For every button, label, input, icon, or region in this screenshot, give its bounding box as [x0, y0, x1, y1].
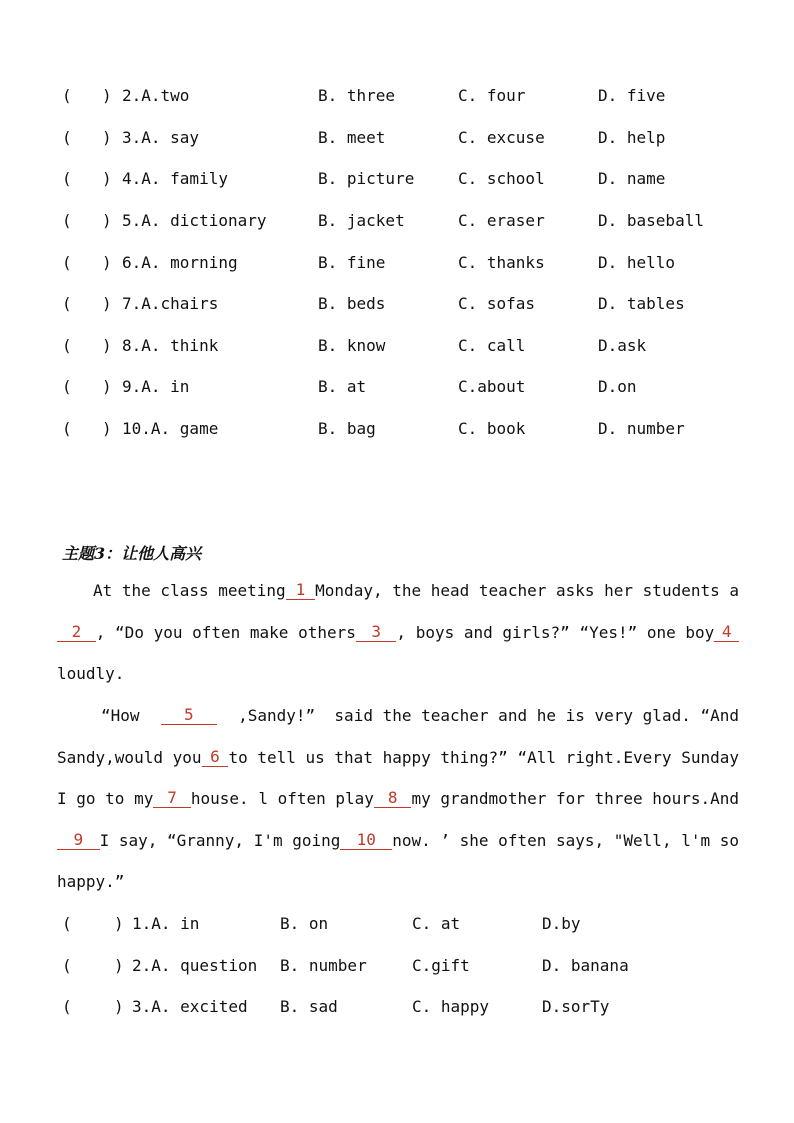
passage-line-4: [57, 706, 739, 725]
option-b: B. jacket: [318, 211, 405, 230]
option-d: D. hello: [598, 253, 676, 272]
option-c: C. book: [458, 419, 526, 438]
option-c: C.gift: [412, 956, 470, 975]
answer-paren-close: ): [102, 336, 112, 355]
option-a: 6.A. morning: [122, 253, 238, 272]
passage-text: I say, “Granny, I'm going: [99, 831, 341, 850]
answer-paren-close: ): [114, 956, 124, 975]
option-d: D.ask: [598, 336, 647, 355]
answer-paren-open: (: [62, 419, 72, 438]
blank-8: 8: [374, 789, 412, 808]
option-b: B. bag: [318, 419, 376, 438]
passage-text: “How: [101, 706, 140, 725]
option-a: 9.A. in: [122, 377, 190, 396]
option-a: 5.A. dictionary: [122, 211, 267, 230]
blank-2: 2: [57, 623, 96, 642]
blank-3: 3: [356, 623, 397, 642]
answer-paren-close: ): [102, 253, 112, 272]
passage-line-2: [57, 623, 739, 642]
passage-line-3: [57, 664, 739, 683]
passage-text: house. l often play: [190, 789, 374, 808]
option-d: D. number: [598, 419, 685, 438]
option-c: C. thanks: [458, 253, 545, 272]
option-a: 10.A. game: [122, 419, 219, 438]
option-b: B. picture: [318, 169, 415, 188]
answer-paren-open: (: [62, 253, 72, 272]
answer-paren-open: (: [62, 956, 72, 975]
blank-1: 1: [286, 581, 316, 600]
passage-text: , boys and girls?” “Yes!” one boy: [396, 623, 715, 642]
passage-text: I go to my: [57, 789, 154, 808]
passage-text: Sandy,would you: [57, 748, 202, 767]
answer-paren-open: (: [62, 377, 72, 396]
option-a: 2.A.two: [122, 86, 190, 105]
answer-paren-close: ): [114, 914, 124, 933]
option-d: D. tables: [598, 294, 685, 313]
option-d: D. name: [598, 169, 666, 188]
passage-line-5: [57, 748, 739, 767]
answer-paren-close: ): [102, 377, 112, 396]
option-b: B. meet: [318, 128, 386, 147]
blank-7: 7: [153, 789, 191, 808]
option-a: 1.A. in: [132, 914, 200, 933]
option-b: B. fine: [318, 253, 386, 272]
option-c: C. school: [458, 169, 545, 188]
option-c: C. call: [458, 336, 526, 355]
passage-line-8: [57, 872, 739, 891]
option-b: B. three: [318, 86, 396, 105]
answer-paren-open: (: [62, 997, 72, 1016]
option-c: C. happy: [412, 997, 490, 1016]
passage-text: At the class meeting: [93, 581, 286, 600]
passage-text: loudly.: [57, 664, 125, 683]
answer-paren-close: ): [102, 86, 112, 105]
answer-paren-open: (: [62, 336, 72, 355]
option-c: C.about: [458, 377, 526, 396]
option-b: B. know: [318, 336, 386, 355]
option-a: 7.A.chairs: [122, 294, 219, 313]
answer-paren-open: (: [62, 86, 72, 105]
option-d: D. help: [598, 128, 666, 147]
option-d: D. five: [598, 86, 666, 105]
option-b: B. on: [280, 914, 329, 933]
blank-5: 5: [161, 706, 217, 725]
passage-text: to tell us that happy thing?” “All right.Every Sunday: [228, 748, 739, 767]
option-c: C. at: [412, 914, 461, 933]
answer-paren-close: ): [102, 294, 112, 313]
blank-6: 6: [202, 748, 229, 767]
answer-paren-open: (: [62, 211, 72, 230]
option-d: D. baseball: [598, 211, 704, 230]
passage-line-6: [57, 789, 739, 808]
option-d: D.by: [542, 914, 581, 933]
option-d: D.sorTy: [542, 997, 610, 1016]
passage-line-1: [57, 581, 739, 600]
blank-4: 4: [714, 623, 739, 642]
passage-text: ,Sandy!” said the teacher and he is very glad. “And: [238, 706, 739, 725]
option-b: B. sad: [280, 997, 338, 1016]
option-c: C. excuse: [458, 128, 545, 147]
answer-paren-open: (: [62, 169, 72, 188]
option-a: 3.A. say: [122, 128, 200, 147]
answer-paren-close: ): [114, 997, 124, 1016]
option-b: B. at: [318, 377, 367, 396]
option-c: C. eraser: [458, 211, 545, 230]
option-a: 3.A. excited: [132, 997, 248, 1016]
answer-paren-close: ): [102, 419, 112, 438]
option-a: 4.A. family: [122, 169, 228, 188]
option-c: C. four: [458, 86, 526, 105]
option-b: B. number: [280, 956, 367, 975]
option-a: 2.A. question: [132, 956, 258, 975]
answer-paren-open: (: [62, 914, 72, 933]
passage-text: , “Do you often make others: [95, 623, 356, 642]
option-b: B. beds: [318, 294, 386, 313]
answer-paren-close: ): [102, 169, 112, 188]
passage-text: happy.”: [57, 872, 125, 891]
passage-text: my grandmother for three hours.And: [411, 789, 739, 808]
answer-paren-open: (: [62, 128, 72, 147]
option-a: 8.A. think: [122, 336, 219, 355]
answer-paren-close: ): [102, 128, 112, 147]
option-d: D.on: [598, 377, 637, 396]
answer-paren-close: ): [102, 211, 112, 230]
option-c: C. sofas: [458, 294, 536, 313]
blank-9: 9: [57, 831, 100, 850]
passage-line-7: [57, 831, 739, 850]
option-d: D. banana: [542, 956, 629, 975]
blank-10: 10: [340, 831, 392, 850]
topic-title: 主题3：让他人高兴: [62, 544, 202, 563]
answer-paren-open: (: [62, 294, 72, 313]
passage-text: now. ’ she often says, "Well, l'm so: [392, 831, 739, 850]
passage-text: Monday, the head teacher asks her students a: [315, 581, 739, 600]
